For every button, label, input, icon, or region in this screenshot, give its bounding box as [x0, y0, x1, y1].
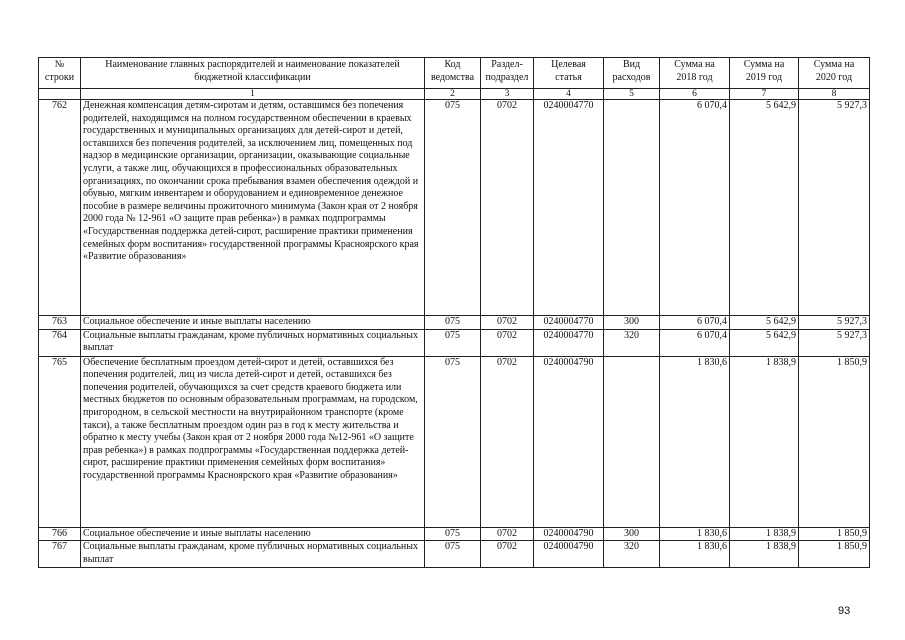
budget-table [38, 57, 870, 568]
column-number-row [39, 89, 870, 100]
table-row [39, 356, 870, 527]
sum-2019: 5 642,9 [730, 100, 799, 316]
page-number: 93 [838, 605, 851, 617]
table-row [39, 329, 870, 356]
header-sum-2020: Сумма на 2020 год [799, 58, 870, 89]
header-expense-type: Вид расходов [604, 58, 660, 89]
sum-2018: 6 070,4 [660, 316, 730, 330]
column-number: 1 [81, 89, 425, 100]
sum-2018: 6 070,4 [660, 100, 730, 316]
sum-2020: 1 850,9 [799, 356, 870, 527]
header-section: Раздел- подраздел [481, 58, 534, 89]
row-name: Социальное обеспечение и иные выплаты населению [81, 527, 425, 541]
column-number: 5 [604, 89, 660, 100]
sum-2020: 5 927,3 [799, 329, 870, 356]
expense-type: 320 [604, 329, 660, 356]
row-number: 762 [39, 100, 81, 316]
department-code: 075 [425, 356, 481, 527]
table-row [39, 316, 870, 330]
expense-type: 320 [604, 541, 660, 568]
column-number: 2 [425, 89, 481, 100]
sum-2019: 5 642,9 [730, 316, 799, 330]
expense-type [604, 356, 660, 527]
sum-2019: 1 838,9 [730, 527, 799, 541]
sum-2020: 5 927,3 [799, 316, 870, 330]
target-article: 0240004790 [534, 527, 604, 541]
sum-2019: 5 642,9 [730, 329, 799, 356]
department-code: 075 [425, 329, 481, 356]
section-code: 0702 [481, 329, 534, 356]
sum-2020: 1 850,9 [799, 527, 870, 541]
sum-2018: 1 830,6 [660, 541, 730, 568]
target-article: 0240004770 [534, 316, 604, 330]
section-code: 0702 [481, 356, 534, 527]
header-row-number: № строки [39, 58, 81, 89]
section-code: 0702 [481, 541, 534, 568]
row-number: 764 [39, 329, 81, 356]
sum-2020: 5 927,3 [799, 100, 870, 316]
column-number: 7 [730, 89, 799, 100]
expense-type [604, 100, 660, 316]
department-code: 075 [425, 100, 481, 316]
row-name: Социальные выплаты гражданам, кроме публичных нормативных социальных выплат [81, 541, 425, 568]
expense-type: 300 [604, 527, 660, 541]
target-article: 0240004770 [534, 100, 604, 316]
department-code: 075 [425, 527, 481, 541]
row-number: 763 [39, 316, 81, 330]
column-number: 8 [799, 89, 870, 100]
header-name: Наименование главных распорядителей и наименование показателей бюджетной классификации [81, 58, 425, 89]
header-sum-2018: Сумма на 2018 год [660, 58, 730, 89]
target-article: 0240004770 [534, 329, 604, 356]
row-number: 767 [39, 541, 81, 568]
sum-2019: 1 838,9 [730, 356, 799, 527]
header-sum-2019: Сумма на 2019 год [730, 58, 799, 89]
column-number: 6 [660, 89, 730, 100]
header-target-article: Целевая статья [534, 58, 604, 89]
section-code: 0702 [481, 527, 534, 541]
table-row [39, 541, 870, 568]
table-row [39, 527, 870, 541]
table-header-row [39, 58, 870, 89]
row-name: Денежная компенсация детям-сиротам и детям, оставшимся без попечения родителей, находящимся на полном государственном обеспечении в краевых государственных и муниципальных организациях для детей-сирот и детей, оставшихся без попечения родителей, за исключением лиц, помещенных под надзор в медицинские организации, организации, оказывающие социальные услуги, а также лиц, обучающихся в профессиональных образовательных организациях, по окончании срока пребывания взамен обеспечения одеждой и обувью, мягким инвентарем и оборудованием и единовременное денежное пособие в размере величины прожиточного минимума (Закон края от 2 ноября 2000 года № 12-961 «О защите прав ребенка») в рамках подпрограммы «Государственная поддержка детей-сирот, расширение практики применения семейных форм воспитания» государственной программы Красноярского края «Развитие образования» [81, 100, 425, 316]
row-name: Социальное обеспечение и иные выплаты населению [81, 316, 425, 330]
section-code: 0702 [481, 316, 534, 330]
column-number: 3 [481, 89, 534, 100]
target-article: 0240004790 [534, 541, 604, 568]
target-article: 0240004790 [534, 356, 604, 527]
row-name: Обеспечение бесплатным проездом детей-сирот и детей, оставшихся без попечения родителей, лиц из числа детей-сирот и детей, оставшихся без попечения родителей, обучающихся за счет средств краевого бюджета или местных бюджетов по основным образовательным программам, на городском, пригородном, в сельской местности на внутрирайонном транспорте (кроме такси), а также бесплатным проездом один раз в год к месту жительства и обратно к месту учебы (Закон края от 2 ноября 2000 года №12-961 «О защите прав ребенка») в рамках подпрограммы «Государственная поддержка детей-сирот, расширение практики применения семейных форм воспитания» государственной программы Красноярского края «Развитие образования» [81, 356, 425, 527]
sum-2018: 1 830,6 [660, 356, 730, 527]
column-number [39, 89, 81, 100]
department-code: 075 [425, 541, 481, 568]
sum-2019: 1 838,9 [730, 541, 799, 568]
row-number: 765 [39, 356, 81, 527]
row-name: Социальные выплаты гражданам, кроме публичных нормативных социальных выплат [81, 329, 425, 356]
row-number: 766 [39, 527, 81, 541]
section-code: 0702 [481, 100, 534, 316]
sum-2018: 1 830,6 [660, 527, 730, 541]
sum-2020: 1 850,9 [799, 541, 870, 568]
department-code: 075 [425, 316, 481, 330]
column-number: 4 [534, 89, 604, 100]
sum-2018: 6 070,4 [660, 329, 730, 356]
expense-type: 300 [604, 316, 660, 330]
header-department-code: Код ведомства [425, 58, 481, 89]
table-row [39, 100, 870, 316]
